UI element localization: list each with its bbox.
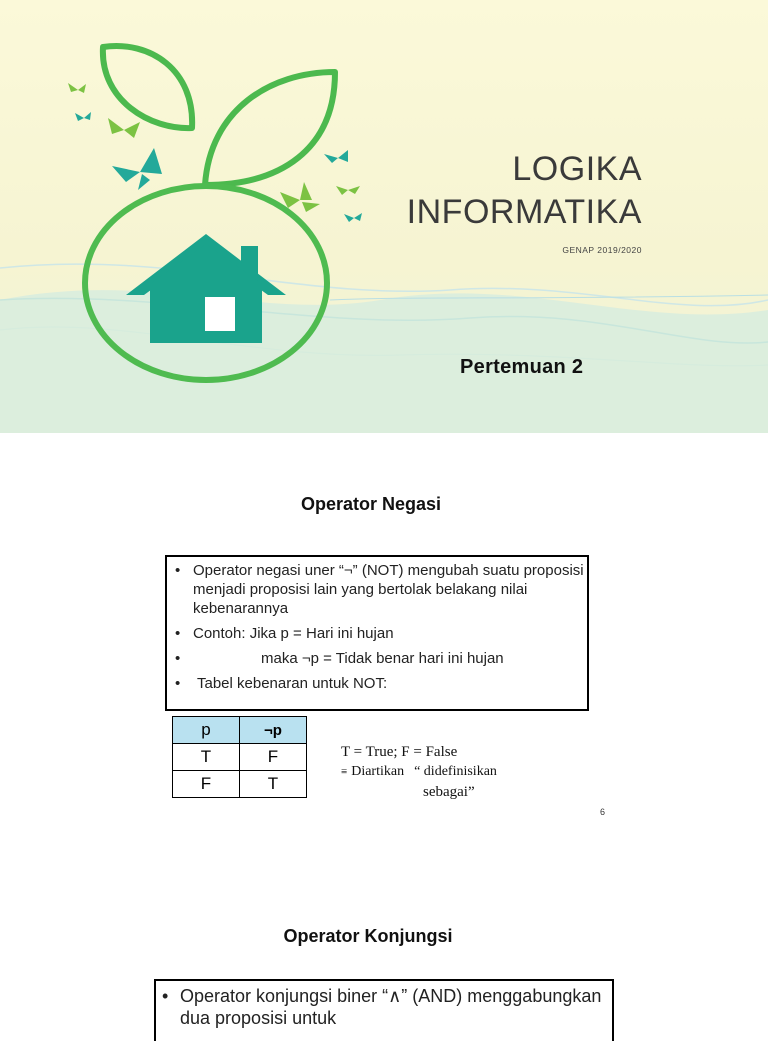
bullet-text: Contoh: Jika p = Hari ini hujan	[193, 625, 394, 642]
butterfly-icon	[344, 213, 362, 222]
legend-quote: “ didefinisikan	[414, 764, 497, 779]
table-header-cell: ¬p	[240, 717, 307, 744]
butterfly-icon	[324, 150, 348, 163]
table-row	[173, 771, 307, 798]
conjunction-slide	[0, 853, 768, 1028]
bullet-list	[167, 557, 587, 693]
table-cell: T	[240, 771, 307, 798]
list-item	[156, 985, 612, 1029]
leaf-icon	[205, 72, 335, 185]
slide-subtitle: GENAP 2019/2020	[562, 245, 642, 255]
table-cell: T	[173, 744, 240, 771]
butterfly-icon	[336, 186, 360, 195]
slide-heading: Operator Konjungsi	[283, 926, 453, 946]
butterfly-icon	[112, 148, 162, 190]
bullet-text: maka ¬p = Tidak benar hari ini hujan	[261, 650, 504, 667]
page-number: 6	[600, 807, 606, 817]
list-item	[167, 674, 587, 693]
list-item	[167, 624, 587, 643]
legend-line: T = True; F = False	[341, 744, 458, 760]
bullet-text: Operator konjungsi biner “∧” (AND) menggabungkan dua proposisi untuk	[180, 986, 602, 1028]
butterfly-icon	[68, 83, 86, 93]
bullet-text: Operator negasi uner “¬” (NOT) mengubah suatu proposisi menjadi proposisi lain yang bertolak belakang nilai kebenarannya	[193, 562, 584, 617]
legend-line	[341, 762, 497, 782]
table-cell: F	[173, 771, 240, 798]
negation-slide	[0, 433, 768, 853]
legend-line: sebagai”	[423, 784, 475, 800]
slide-title	[380, 148, 642, 234]
meeting-label: Pertemuan 2	[460, 356, 584, 378]
equivalence-symbol: ≡	[341, 766, 348, 778]
legend-word: Diartikan	[351, 764, 405, 779]
slide-heading: Operator Negasi	[300, 494, 442, 514]
bullet-box	[165, 555, 589, 711]
bullet-text: Tabel kebenaran untuk NOT:	[197, 675, 388, 692]
table-header-cell: p	[173, 717, 240, 744]
bullet-list	[156, 981, 612, 1029]
legend	[341, 742, 497, 802]
table-header-row	[173, 717, 307, 744]
list-item	[167, 561, 587, 618]
table-row	[173, 744, 307, 771]
truth-table	[172, 716, 307, 798]
wave-background	[0, 290, 768, 433]
title-slide	[0, 0, 768, 433]
butterfly-icon	[108, 118, 140, 138]
title-line: LOGIKA	[512, 150, 642, 188]
butterfly-icon	[75, 112, 91, 121]
house-icon	[126, 234, 286, 343]
table-cell: F	[240, 744, 307, 771]
list-item	[167, 649, 587, 668]
bullet-box	[154, 979, 614, 1041]
title-line: INFORMATIKA	[406, 193, 642, 231]
leaf-icon	[103, 46, 192, 128]
